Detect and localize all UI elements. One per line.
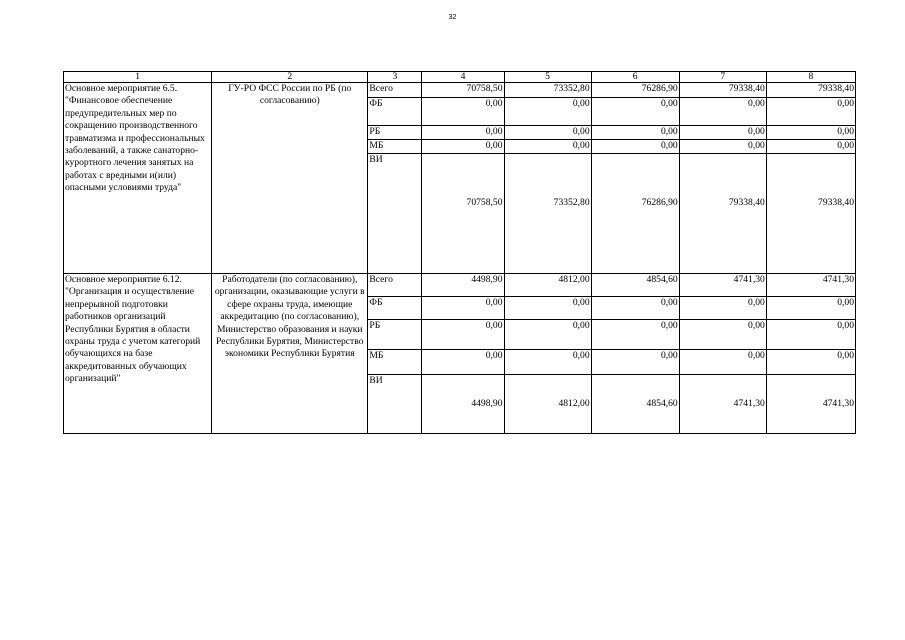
amount-cell: 0,00 — [766, 320, 855, 350]
amount-cell: 0,00 — [591, 98, 679, 126]
amount-cell: 4812,00 — [504, 375, 591, 434]
amount-cell: 4498,90 — [422, 274, 504, 297]
amount-cell: 0,00 — [679, 297, 766, 320]
amount-cell: 0,00 — [591, 350, 679, 375]
amount-cell: 4741,30 — [766, 274, 855, 297]
amount-cell: 79338,40 — [679, 83, 766, 98]
amount-cell: 0,00 — [504, 297, 591, 320]
amount-cell: 70758,50 — [422, 154, 504, 274]
amount-cell: 0,00 — [422, 350, 504, 375]
amount-cell: 0,00 — [679, 126, 766, 140]
funding-source: ВИ — [368, 154, 422, 274]
amount-cell: 4741,30 — [766, 375, 855, 434]
amount-cell: 0,00 — [591, 140, 679, 154]
table-row — [64, 274, 856, 297]
amount-cell: 0,00 — [504, 350, 591, 375]
amount-cell: 0,00 — [504, 126, 591, 140]
funding-source: ВИ — [368, 375, 422, 434]
amount-cell: 0,00 — [422, 297, 504, 320]
amount-cell: 0,00 — [766, 297, 855, 320]
amount-cell: 73352,80 — [504, 154, 591, 274]
funding-source: Всего — [368, 274, 422, 297]
amount-cell: 0,00 — [591, 126, 679, 140]
amount-cell: 0,00 — [422, 140, 504, 154]
amount-cell: 0,00 — [679, 98, 766, 126]
header-cell: 3 — [368, 72, 422, 83]
amount-cell: 0,00 — [766, 98, 855, 126]
amount-cell: 0,00 — [422, 320, 504, 350]
amount-cell: 0,00 — [766, 126, 855, 140]
funding-source: Всего — [368, 83, 422, 98]
funding-source: РБ — [368, 320, 422, 350]
amount-cell: 73352,80 — [504, 83, 591, 98]
funding-source: ФБ — [368, 98, 422, 126]
amount-cell: 4854,60 — [591, 375, 679, 434]
funding-table — [63, 71, 856, 434]
amount-cell: 79338,40 — [679, 154, 766, 274]
amount-cell: 0,00 — [504, 98, 591, 126]
header-cell: 6 — [591, 72, 679, 83]
amount-cell: 0,00 — [679, 320, 766, 350]
amount-cell: 4741,30 — [679, 375, 766, 434]
amount-cell: 4854,60 — [591, 274, 679, 297]
amount-cell: 4741,30 — [679, 274, 766, 297]
amount-cell: 0,00 — [504, 320, 591, 350]
header-cell: 7 — [679, 72, 766, 83]
amount-cell: 79338,40 — [766, 154, 855, 274]
amount-cell: 70758,50 — [422, 83, 504, 98]
header-cell: 2 — [212, 72, 368, 83]
funding-source: ФБ — [368, 297, 422, 320]
amount-cell: 0,00 — [766, 140, 855, 154]
page-number: 32 — [448, 14, 457, 21]
amount-cell: 0,00 — [591, 320, 679, 350]
amount-cell: 0,00 — [422, 126, 504, 140]
header-cell: 1 — [64, 72, 212, 83]
funding-source: МБ — [368, 350, 422, 375]
measure-description: Основное мероприятие 6.12. "Организация и осуществление непрерывной подготовки работников организаций Республики Бурятия в области охраны труда с учетом категорий обучающихся на базе аккредитованных обучающих организаций" — [64, 274, 212, 434]
amount-cell: 0,00 — [679, 350, 766, 375]
amount-cell: 76286,90 — [591, 154, 679, 274]
amount-cell: 0,00 — [766, 350, 855, 375]
header-cell: 8 — [766, 72, 855, 83]
amount-cell: 0,00 — [504, 140, 591, 154]
amount-cell: 0,00 — [422, 98, 504, 126]
amount-cell: 4812,00 — [504, 274, 591, 297]
amount-cell: 4498,90 — [422, 375, 504, 434]
amount-cell: 79338,40 — [766, 83, 855, 98]
header-cell: 5 — [504, 72, 591, 83]
header-cell: 4 — [422, 72, 504, 83]
amount-cell: 0,00 — [591, 297, 679, 320]
funding-source: РБ — [368, 126, 422, 140]
table-row — [64, 83, 856, 98]
measure-executor: ГУ-РО ФСС России по РБ (по согласованию) — [212, 83, 368, 274]
amount-cell: 0,00 — [679, 140, 766, 154]
measure-description: Основное мероприятие 6.5. "Финансовое обеспечение предупредительных мер по сокращению производственного травматизма и профессиональных заболеваний, а также санаторно-курортного лечения занятых на работах с вредными и(или) опасными условиями труда" — [64, 83, 212, 274]
amount-cell: 76286,90 — [591, 83, 679, 98]
funding-source: МБ — [368, 140, 422, 154]
header-row — [64, 72, 856, 83]
measure-executor: Работодатели (по согласованию), организации, оказывающие услуги в сфере охраны труда, имеющие аккредитацию (по согласованию), Министерство образования и науки Республики Бурятия, Министерство экономики Республики Бурятия — [212, 274, 368, 434]
